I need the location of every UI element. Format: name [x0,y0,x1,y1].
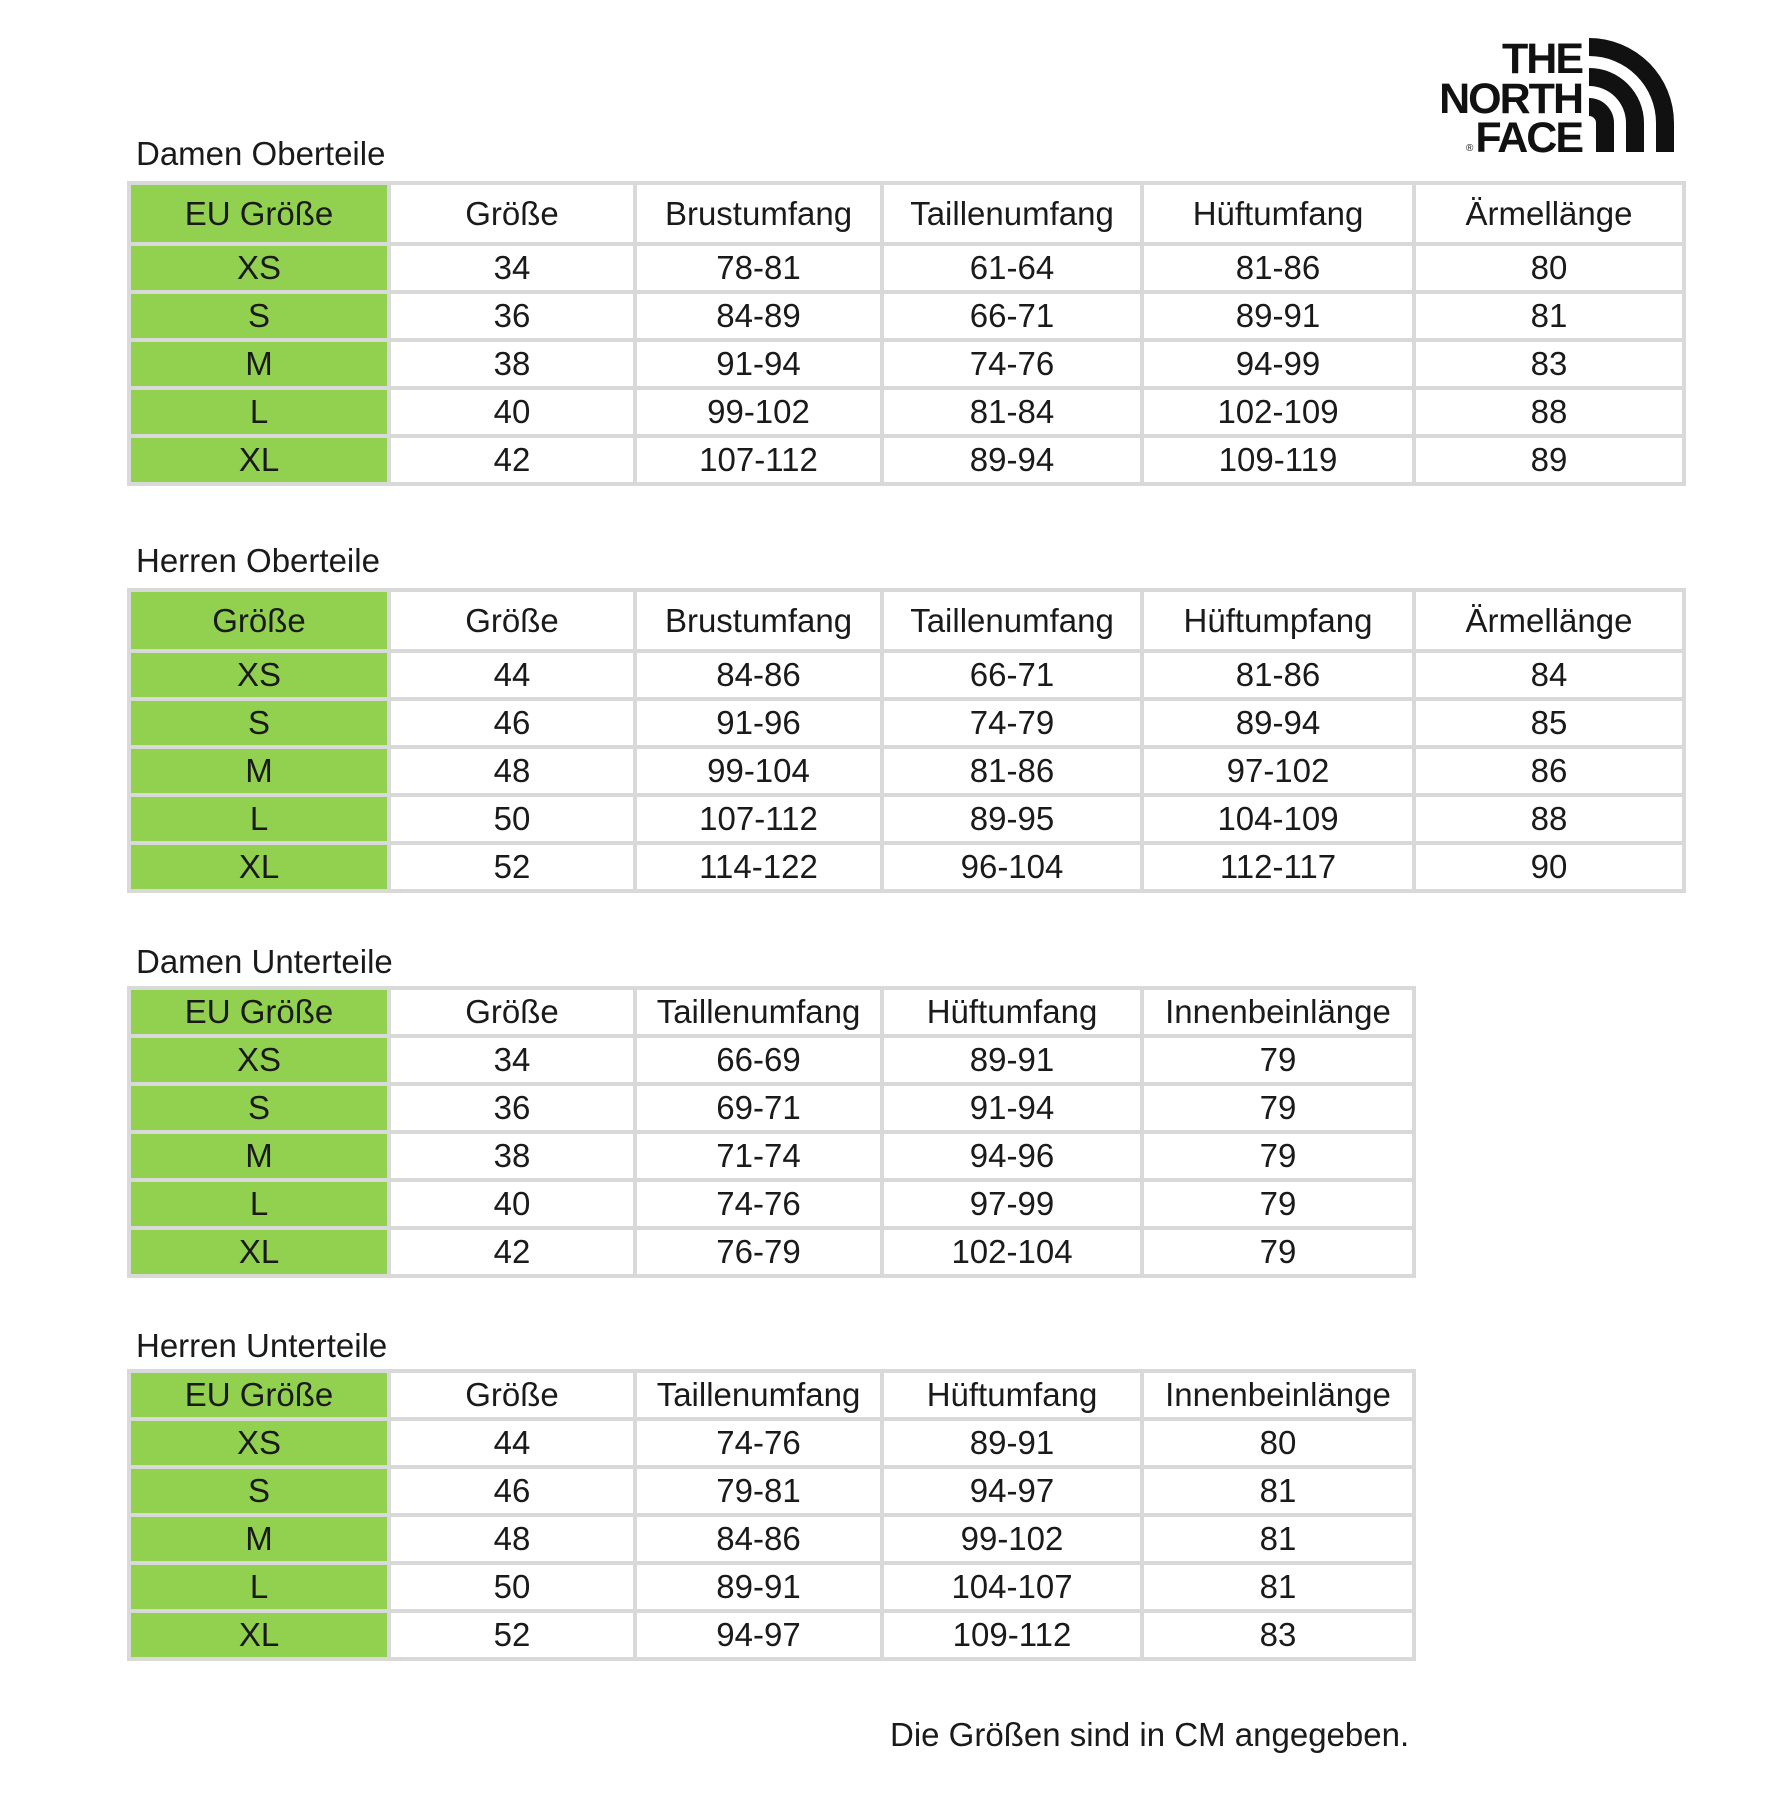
table-row [129,292,1684,340]
table-cell: 81 [1142,1467,1414,1515]
table-cell: 40 [389,388,635,436]
table-cell: 78-81 [635,244,882,292]
table-cell: 79 [1142,1036,1414,1084]
table-cell: 89 [1414,436,1684,484]
table-cell: 52 [389,1611,635,1659]
size-label-cell: XS [129,244,389,292]
header-cell: EU Größe [129,1371,389,1419]
table-cell: 38 [389,340,635,388]
table-cell: 84 [1414,651,1684,699]
table-cell: 89-91 [1142,292,1414,340]
table-cell: 83 [1414,340,1684,388]
table-header-row [129,1371,1414,1419]
table-cell: 91-94 [635,340,882,388]
table-row [129,1419,1414,1467]
table-cell: 44 [389,651,635,699]
table-cell: 79-81 [635,1467,882,1515]
table-cell: 94-97 [882,1467,1142,1515]
table-cell: 89-91 [882,1036,1142,1084]
header-cell: Taillenumfang [635,988,882,1036]
table-cell: 81-86 [1142,244,1414,292]
table-cell: 114-122 [635,843,882,891]
table-cell: 94-97 [635,1611,882,1659]
registered-mark: ® [1466,143,1474,154]
table-row [129,699,1684,747]
table-cell: 88 [1414,795,1684,843]
table-cell: 79 [1142,1180,1414,1228]
table-cell: 94-99 [1142,340,1414,388]
size-label-cell: XL [129,1611,389,1659]
section-title-herren-oberteile: Herren Oberteile [136,542,380,579]
header-cell: Größe [389,1371,635,1419]
table-row [129,1611,1414,1659]
size-label-cell: S [129,1084,389,1132]
table-cell: 50 [389,1563,635,1611]
table-cell: 89-94 [882,436,1142,484]
table-cell: 74-76 [882,340,1142,388]
table-cell: 91-96 [635,699,882,747]
table-cell: 48 [389,1515,635,1563]
table-cell: 109-112 [882,1611,1142,1659]
header-cell: Größe [389,590,635,651]
header-cell: Taillenumfang [635,1371,882,1419]
table-cell: 97-99 [882,1180,1142,1228]
table-cell: 84-86 [635,1515,882,1563]
units-footnote: Die Größen sind in CM angegeben. [890,1716,1410,1753]
table-cell: 81 [1414,292,1684,340]
size-label-cell: S [129,1467,389,1515]
table-row [129,1467,1414,1515]
size-table-herren-unterteile [127,1369,1416,1661]
table-cell: 89-91 [882,1419,1142,1467]
size-label-cell: S [129,699,389,747]
header-cell: Hüftumpfang [1142,590,1414,651]
logo-word-face: FACE [1475,114,1582,158]
size-label-cell: XS [129,651,389,699]
header-cell: Innenbeinlänge [1142,988,1414,1036]
table-cell: 84-89 [635,292,882,340]
size-label-cell: XL [129,843,389,891]
section-title-damen-unterteile: Damen Unterteile [136,943,393,980]
logo-word-the: THE [1502,38,1582,83]
size-label-cell: L [129,388,389,436]
table-cell: 74-76 [635,1180,882,1228]
table-cell: 74-76 [635,1419,882,1467]
header-cell: Größe [389,183,635,244]
header-cell: Hüftumfang [1142,183,1414,244]
table-cell: 83 [1142,1611,1414,1659]
table-cell: 80 [1142,1419,1414,1467]
size-table-damen-unterteile [127,986,1416,1278]
table-row [129,747,1684,795]
header-cell: Taillenumfang [882,183,1142,244]
table-cell: 74-79 [882,699,1142,747]
table-cell: 42 [389,1228,635,1276]
table-cell: 104-109 [1142,795,1414,843]
size-label-cell: L [129,1563,389,1611]
table-cell: 66-71 [882,651,1142,699]
header-cell: EU Größe [129,183,389,244]
size-label-cell: M [129,1132,389,1180]
table-row [129,1563,1414,1611]
header-cell: Ärmellänge [1414,590,1684,651]
header-cell: Größe [129,590,389,651]
table-cell: 96-104 [882,843,1142,891]
table-cell: 89-91 [635,1563,882,1611]
table-cell: 86 [1414,747,1684,795]
table-cell: 79 [1142,1228,1414,1276]
size-label-cell: XL [129,1228,389,1276]
table-row [129,340,1684,388]
logo-word-north: NORTH [1439,75,1582,123]
size-table-damen-oberteile [127,181,1686,486]
table-cell: 109-119 [1142,436,1414,484]
table-cell: 99-102 [635,388,882,436]
table-cell: 81-86 [1142,651,1414,699]
table-cell: 89-94 [1142,699,1414,747]
table-row [129,795,1684,843]
header-cell: Hüftumfang [882,988,1142,1036]
size-label-cell: S [129,292,389,340]
table-cell: 81-84 [882,388,1142,436]
the-north-face-logo [1424,38,1674,158]
table-cell: 81 [1142,1515,1414,1563]
table-cell: 81-86 [882,747,1142,795]
header-cell: Ärmellänge [1414,183,1684,244]
size-label-cell: XL [129,436,389,484]
table-header-row [129,988,1414,1036]
size-table-herren-oberteile [127,588,1686,893]
table-cell: 99-104 [635,747,882,795]
table-cell: 34 [389,1036,635,1084]
table-cell: 38 [389,1132,635,1180]
table-cell: 36 [389,1084,635,1132]
table-cell: 104-107 [882,1563,1142,1611]
size-label-cell: L [129,1180,389,1228]
table-cell: 79 [1142,1084,1414,1132]
table-cell: 50 [389,795,635,843]
table-cell: 34 [389,244,635,292]
table-row [129,651,1684,699]
table-cell: 94-96 [882,1132,1142,1180]
table-cell: 91-94 [882,1084,1142,1132]
header-cell: Hüftumfang [882,1371,1142,1419]
table-row [129,1515,1414,1563]
section-title-herren-unterteile: Herren Unterteile [136,1327,388,1364]
table-cell: 44 [389,1419,635,1467]
table-cell: 71-74 [635,1132,882,1180]
table-row [129,1228,1414,1276]
size-label-cell: M [129,1515,389,1563]
table-cell: 89-95 [882,795,1142,843]
size-label-cell: L [129,795,389,843]
table-row [129,436,1684,484]
section-title-damen-oberteile: Damen Oberteile [136,135,386,172]
table-cell: 61-64 [882,244,1142,292]
table-row [129,1084,1414,1132]
table-cell: 107-112 [635,436,882,484]
table-row [129,244,1684,292]
table-cell: 107-112 [635,795,882,843]
table-cell: 69-71 [635,1084,882,1132]
header-cell: EU Größe [129,988,389,1036]
size-label-cell: M [129,747,389,795]
table-row [129,1036,1414,1084]
table-row [129,388,1684,436]
header-cell: Größe [389,988,635,1036]
table-cell: 99-102 [882,1515,1142,1563]
table-row [129,843,1684,891]
table-cell: 36 [389,292,635,340]
size-label-cell: M [129,340,389,388]
table-cell: 52 [389,843,635,891]
table-cell: 88 [1414,388,1684,436]
table-cell: 102-104 [882,1228,1142,1276]
table-cell: 97-102 [1142,747,1414,795]
table-cell: 46 [389,699,635,747]
table-cell: 81 [1142,1563,1414,1611]
half-dome-icon [1589,38,1674,152]
table-cell: 66-69 [635,1036,882,1084]
table-row [129,1132,1414,1180]
table-cell: 84-86 [635,651,882,699]
table-cell: 40 [389,1180,635,1228]
table-cell: 79 [1142,1132,1414,1180]
table-cell: 80 [1414,244,1684,292]
size-label-cell: XS [129,1419,389,1467]
table-cell: 66-71 [882,292,1142,340]
table-cell: 76-79 [635,1228,882,1276]
header-cell: Brustumfang [635,590,882,651]
table-cell: 85 [1414,699,1684,747]
header-cell: Brustumfang [635,183,882,244]
table-cell: 46 [389,1467,635,1515]
header-cell: Innenbeinlänge [1142,1371,1414,1419]
table-cell: 102-109 [1142,388,1414,436]
header-cell: Taillenumfang [882,590,1142,651]
table-cell: 48 [389,747,635,795]
table-cell: 112-117 [1142,843,1414,891]
size-label-cell: XS [129,1036,389,1084]
table-header-row [129,590,1684,651]
table-row [129,1180,1414,1228]
table-cell: 42 [389,436,635,484]
table-header-row [129,183,1684,244]
table-cell: 90 [1414,843,1684,891]
